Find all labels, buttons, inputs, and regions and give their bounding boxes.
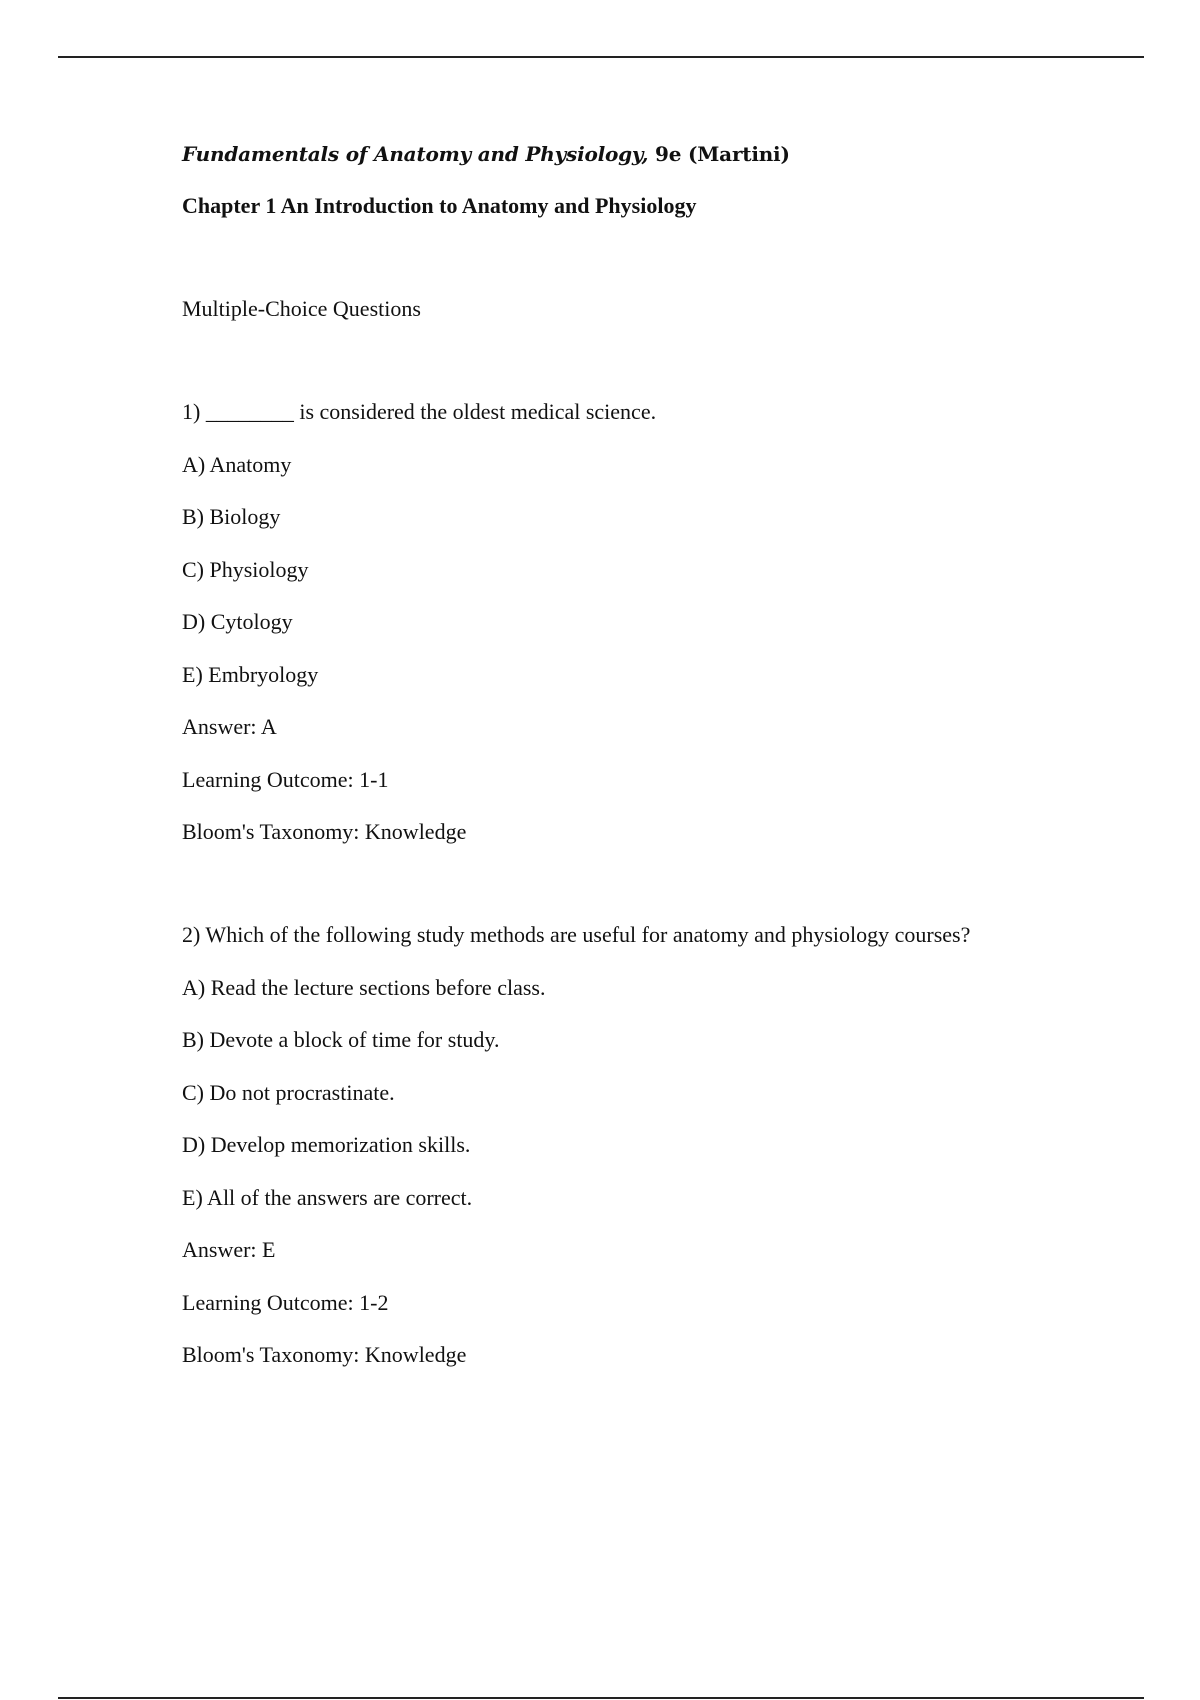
- answer: Answer: A: [182, 714, 277, 739]
- question-1: [182, 398, 1082, 846]
- top-rule: [58, 56, 1144, 58]
- blooms-taxonomy: Bloom's Taxonomy: Knowledge: [182, 1342, 467, 1367]
- answer: Answer: E: [182, 1237, 276, 1262]
- chapter-title: Chapter 1 An Introduction to Anatomy and Physiology: [182, 193, 697, 218]
- book-title: [182, 140, 1082, 168]
- option-c: C) Do not procrastinate.: [182, 1079, 395, 1105]
- option-e: E) Embryology: [182, 661, 319, 687]
- bottom-rule: [58, 1697, 1144, 1699]
- option-d: D) Develop memorization skills.: [182, 1132, 471, 1157]
- option-c: C) Physiology: [182, 556, 309, 582]
- learning-outcome: Learning Outcome: 1-1: [182, 766, 389, 792]
- learning-outcome: Learning Outcome: 1-2: [182, 1289, 389, 1315]
- option-a: A) Read the lecture sections before class.: [182, 974, 546, 1000]
- blooms-taxonomy: Bloom's Taxonomy: Knowledge: [182, 819, 467, 844]
- page-content: [182, 140, 1082, 1444]
- question-stem: 2) Which of the following study methods are useful for anatomy and physiology courses?: [182, 922, 971, 947]
- book-title-italic: Fundamentals of Anatomy and Physiology,: [182, 142, 649, 166]
- section-title: Multiple-Choice Questions: [182, 296, 421, 321]
- option-a: A) Anatomy: [182, 451, 292, 477]
- option-d: D) Cytology: [182, 609, 293, 634]
- question-stem: 1) ________ is considered the oldest medical science.: [182, 399, 657, 424]
- question-2: [182, 921, 1082, 1369]
- option-b: B) Biology: [182, 504, 281, 529]
- book-edition-author: 9e (Martini): [648, 142, 790, 166]
- option-b: B) Devote a block of time for study.: [182, 1027, 500, 1052]
- option-e: E) All of the answers are correct.: [182, 1184, 473, 1210]
